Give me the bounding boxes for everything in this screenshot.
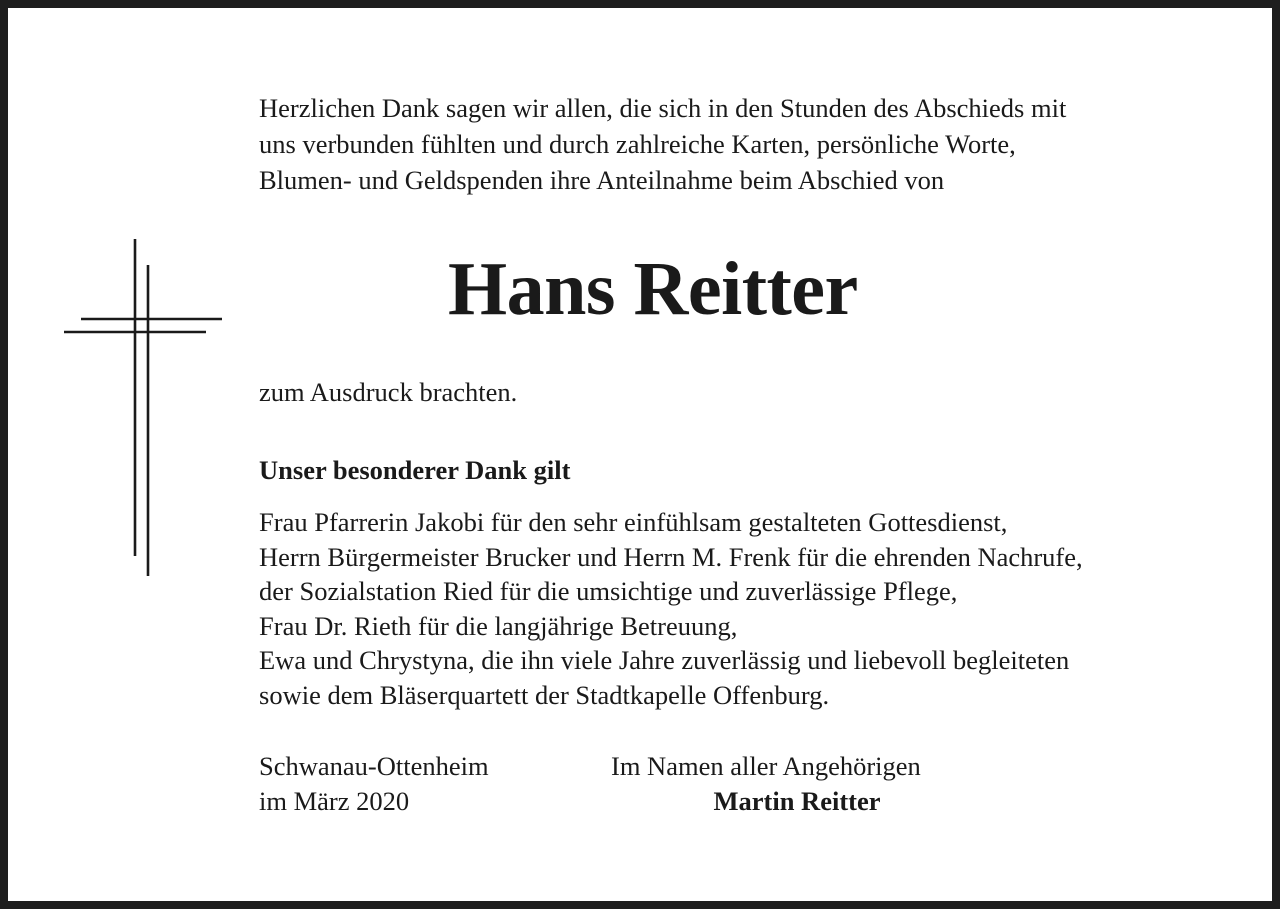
place-date-block (259, 749, 489, 819)
thanks-list (259, 505, 1219, 712)
intro-line: Blumen- und Geldspenden ihre Anteilnahme beim Abschied von (259, 165, 945, 195)
closing-line: zum Ausdruck brachten. (259, 377, 518, 407)
thanks-heading: Unser besonderer Dank gilt (259, 455, 571, 485)
thanks-line: Herrn Bürgermeister Brucker und Herrn M. Frenk für die ehrenden Nachrufe, (259, 541, 1083, 572)
place: Schwanau-Ottenheim (259, 751, 489, 781)
deceased-name: Hans Reitter (448, 247, 858, 331)
thanks-line: Frau Pfarrerin Jakobi für den sehr einfühlsam gestalteten Gottesdienst, (259, 507, 1008, 537)
cross-icon (58, 233, 228, 583)
intro-line: uns verbunden fühlten und durch zahlreiche Karten, persönliche Worte, (259, 129, 1016, 159)
signer-name: Martin Reitter (713, 786, 881, 816)
signoff-block (611, 749, 963, 819)
intro-line: Herzlichen Dank sagen wir allen, die sich in den Stunden des Abschieds mit (259, 93, 1067, 123)
thanks-line: der Sozialstation Ried für die umsichtige und zuverlässige Pflege, (259, 576, 958, 606)
thanks-line: sowie dem Bläserquartett der Stadtkapelle Offenburg. (259, 679, 830, 710)
intro-paragraph (259, 90, 1219, 198)
thanks-line: Ewa und Chrystyna, die ihn viele Jahre zuverlässig und liebevoll begleiteten (259, 645, 1070, 675)
thanks-line: Frau Dr. Rieth für die langjährige Betreuung, (259, 610, 738, 641)
date: im März 2020 (259, 786, 410, 816)
family-line: Im Namen aller Angehörigen (611, 751, 921, 781)
